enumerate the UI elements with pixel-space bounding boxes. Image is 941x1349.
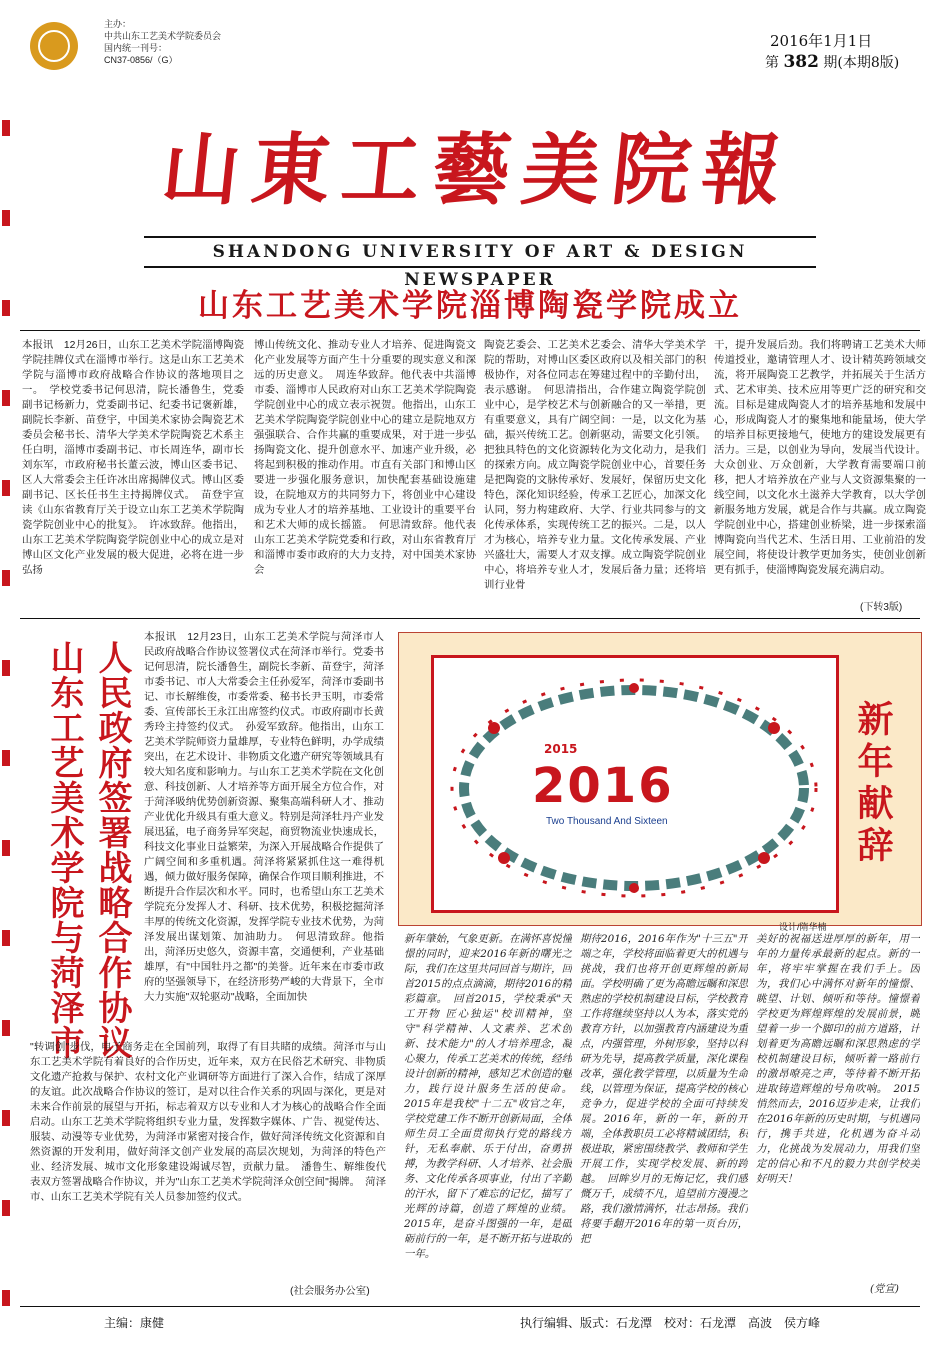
sponsor-line: 主办： [104,19,132,29]
second-byline: (社会服务办公室) [290,1286,370,1297]
continued-note: (下转3版) [860,602,903,613]
new-year-byline: (党宣) [870,1283,899,1295]
headline-rule [20,330,920,331]
lead-column-4: 干，提升发展后劲。我们将聘请工艺美术大师传道授业，邀请管理人才、设计精英跨领域交流，将开展陶瓷工艺教学，并拓展关于生活方式、艺术审美、技术应用等更广泛的研究和交流。目标是建成陶瓷人才的培养基地和发展中心，形成陶瓷人才的聚集地和能量场，使大学的培养目标更接地气，使地方的建设发展更有活力。三是，以创业为导向，发展当代设计。大众创业、万众创新，大学教育需要端口前移，把人才培养放在产业与人文资源集聚的一线空间，以文化水土滋养大学教育，以大学创新服务地方发展，就是合作与共赢。成立陶瓷学院创业中心，搭建创业桥梁，进一步探索淄博陶瓷向当代艺术、生活日用、工业前沿的发展空间，将使设计教学更加务实，使创业创新更有抓手，使淄博陶瓷发展充满启动。 [714,340,926,576]
newspaper-title: 山東工藝美院報 [157,125,798,216]
left-decorative-strip [0,0,14,1349]
year-tag: 2015 [544,742,578,756]
issue-suffix: 期(本期8版) [823,55,900,71]
sponsor-line: CN37-0856/（G） [104,55,178,65]
footer-editor: 主编：康健 [104,1316,165,1330]
second-column-top: 本报讯 12月23日，山东工艺美术学院与菏泽市人民政府战略合作协议签署仪式在菏泽市举行。党委书记何思清，院长潘鲁生，副院长李新、苗登宇，菏泽市委书记、市人大常委会主任孙爱军，菏泽市委副书记、市长解维俊，市委常委、秘书长尹玉明，市委常委、宣传部长王永江出席签约仪式。市政府副市长黄秀玲主持签约仪式。 孙爱军致辞。他指出，山东工艺美术学院师资力量雄厚，专业特色鲜明，办学成绩突出，在艺术设计、非物质文化遗产研究等领域具有较大知名度和影响力。与山东工艺美术学院在文化创意、科技创新、人才培养等方面开展全方位合作，对于菏泽吸纳优势创新资源、聚集高端科研人才、推动产业优化升级具有重大意义。特别是菏泽牡丹产业发展迅猛，电子商务异军突起，商贸物流业快速成长，科技文化事业日益繁荣，为深入开展战略合作提供了广阔空间和多重机遇。菏泽将紧紧抓住这一难得机遇，倾力做好服务保障，确保合作项目顺利推进，不断提升合作层次和水平。同时，也希望山东工艺美术学院充分发挥人才、科研、技术优势，积极挖掘菏泽丰厚的传统文化资源，发挥学院专业技术优势，为菏泽发展出谋划策、加油助力。 何思清致辞。他指出，菏泽历史悠久，资源丰富，交通便利，产业基础雄厚，有"中国牡丹之都"的美誉。近年来在市委市政府的坚强领导下，在经济形势严峻的大背景下，全市大力实施"双轮驱动"战略，全面加快 [144,632,384,1003]
new-year-illustration [431,655,839,932]
sponsor-line: 国内统一刊号： [104,43,168,53]
footer-staff: 执行编辑、版式：石龙潭 校对：石龙潭 高波 侯方峰 [520,1316,821,1330]
new-year-column-2: 期待2016，2016年作为"十三五"开端之年，学校将面临着更大的机遇与挑战，我们也将开创更辉煌的新局面。学校明确了更为高瞻远瞩和深思熟虑的学校机制建设目标，学校教育工作将继续坚持以人为本，落实党的教育方针，以加强教育内涵建设为重点，内强管理，外树形象，坚持以科研为先导，提高教学质量，深化课程改革，强化教学管理，以质量为生命线，以管理为保证，提高学校的核心竞争力，促进学校的全面可持续发展。2016年，新的一年，新的开端，全体教职员工必将精诚团结，积极进取，紧密围绕教学、教师和学生开展工作，实现学校发展、新的跨越。 回眸岁月的无悔记忆，我们感慨万千，成绩不凡，追望前方漫漫之路，我们激情满怀，壮志昂扬。我们将要手翻开2016年的第一页台历，把 [580,933,748,1245]
year-subtitle: Two Thousand And Sixteen [546,816,668,827]
section-rule [20,618,920,619]
english-title: SHANDONG UNIVERSITY OF ART & DESIGN NEWSPAPER [144,236,816,268]
new-year-column-3: 美好的祝福送进厚厚的新年，用一年的力量传承最新的起点。新的一年，将牢牢掌握在我们手上。因为，我们心中满怀对新年的憧憬、眺望、计划、倾听和等待。憧憬着学校更为辉煌辉煌的发展前景，眺望着一步一个脚印的前方道路，计划着更为高瞻远瞩和深思熟虑的学校机制建设目标，倾听着一路前行的激昂嘹亮之声，等待着不断开拓进取铸造辉煌的号角吹响。 2015悄然而去，2016迈步走来，让我们在2016年新的历史时期，与机遇同行，携手共进，化机遇为奋斗动力，化挑战为发展动力，用我们坚定的信心和不凡的毅力共创学校美好明天！ [756,933,920,1185]
new-year-graphic-box [398,632,922,932]
lead-headline: 山东工艺美术学院淄博陶瓷学院成立 [198,288,742,324]
issue-prefix: 第 [765,55,779,71]
lead-column-2: 博山传统文化、推动专业人才培养、促进陶瓷文化产业发展等方面产生十分重要的现实意义和深远的历史意义。 周连华致辞。他代表中共淄博市委、淄博市人民政府对山东工艺美术学院陶瓷学院创业中心的成立表示祝贺。他指出，山东工艺美术学院陶瓷学院创业中心的建立是院地双方强强联合、合作共赢的重要成果，对于进一步弘扬陶瓷文化、提升创意水平、加速产业升级，必将起到积极的推动作用。市直有关部门和博山区要进一步强化服务意识，加快配套基础设施建设，在院地双方的共同努力下，将创业中心建设成为专业人才的培养基地、工业设计的重要平台和艺术大师的成长摇篮。 何思清致辞。他代表山东工艺美术学院党委和行政，对山东省教育厅和淄博市委市政府的大力支持，对中国美术家协会 [254,340,476,576]
university-logo-icon [30,22,78,70]
new-year-column-1: 新年肇始，气象更新。在满怀喜悦憧憬的同时，迎来2016年新的曙光之际，我们在这里共同回首与期许，回首2015的点点滴滴，期待2016的精彩篇章。 回首2015，学校秉承"天工开物 匠心独运"校训精神，坚守"科学精神、人文素养、艺术创新、技术能力"的人才培养理念，凝心聚力，传承工艺美术的传统，经纬设计创新的精神，感知艺术创造的魅力，践行设计服务生活的使命。2015年是我校"十二五"收官之年，学校党建工作不断开创新局面，全体师生员工全面贯彻执行党的路线方针，无私奉献、乐于付出，奋勇拼搏，为教学科研、人才培养、社会服务、文化传承各项事业，付出了辛勤的汗水，留下了难忘的记忆，描写了光辉的诗篇，创造了辉煌的业绩。2015年，是奋斗图强的一年，是砥砺前行的一年，是不断开拓与进取的一年。 [404,933,572,1260]
second-headline-1: 人民政府签署战略合作协议 [92,640,132,1060]
sponsor-info [104,18,221,66]
issue-number-value: 382 [783,52,819,72]
year-label: 2016 [532,758,674,814]
second-headline-2: 山东工艺美术学院与菏泽市 [44,640,84,1060]
second-column-bottom: "转调创"步伐，电子商务走在全国前列，取得了有目共睹的成绩。菏泽市与山东工艺美术学院有着良好的合作历史，近年来，双方在民俗艺术研究、非物质文化遗产抢救与保护、农村文化产业调研等方面进行了深入合作，结成了深厚的友谊。此次战略合作协议的签订，是对以往合作关系的巩固与深化，更是对未来合作前景的展望与开拓，标志着双方以专业和人才为核心的战略合作全面启动。山东工艺美术学院将组织专业力量，发挥数字媒体、广告、视觉传达、服装、动漫等专业优势，为菏泽市紧密对接合作，做好菏泽传统文化资源和自然资源的开发利用，做好菏泽文创产业发展的高层次规划，为菏泽的特色产业、经济发展、城市文化形象建设竭诚尽智，贡献力量。 潘鲁生、解维俊代表双方签署战略合作协议，并为"山东工艺美术学院菏泽众创空间"揭牌。 菏泽市、山东工艺美术学院有关人员参加签约仪式。 [30,1042,386,1203]
new-year-title: 新年献辞 [852,700,894,868]
lead-column-1: 本报讯 12月26日，山东工艺美术学院淄博陶瓷学院挂牌仪式在淄博市举行。这是山东工艺美术学院与淄博市政府战略合作协议的落地项目之一。 学校党委书记何思清，院长潘鲁生，党委副书记杨新力，党委副书记、纪委书记褒新雄，副院长李新、苗登宇，中国美术家协会陶瓷艺术委员会秘书长、清华大学美术学院陶瓷艺术系主任白明，淄博市委副书记、市长周连华，副市长刘东军，市政府秘书长董云波，博山区委书记、区人大常委会主任许冰出席揭牌仪式。博山区委副书记、区长任书生主持揭牌仪式。 苗登宇宣读《山东省教育厅关于设立山东工艺美术学院陶瓷学院创业中心的批复》。 许冰致辞。他指出，山东工艺美术学院陶瓷学院创业中心的成立是对博山区文化产业发展的极大促进，必将在进一步弘扬 [22,340,244,576]
design-credit: 设计/隋华楠 [779,922,827,932]
issue-date: 2016年1月1日 [770,32,873,50]
footer-rule [20,1306,920,1307]
lead-column-3: 陶瓷艺委会、工艺美术艺委会、清华大学美术学院的帮助，对博山区委区政府以及相关部门的积极协作，对各位同志在筹建过程中的辛勤付出，表示感谢。 何思清指出，合作建立陶瓷学院创业中心，是学校艺术与创新融合的又一举措，更有重要意义，具有广阔空间：一是，以文化为基础，振兴传统工艺。创新驱动，需要文化引领。把独具特色的文化资源转化为文化动力，是我们的探索方向。成立陶瓷学院创业中心，首要任务是把陶瓷的文脉传承好、发展好，保留历史文化特色，深化知识经验，传承工艺匠心，加深文化认同，努力构建政府、大学、行业共同参与的文化传承体系，实现传统工艺的振兴。二是，以人才为核心，培养专业力量。文化传承发展、产业兴盛壮大，需要人才双支撑。成立陶瓷学院创业中心，将培养专业人才，发展后备力量；还将培训行业骨 [484,340,706,591]
sponsor-line: 中共山东工艺美术学院委员会 [104,31,222,41]
issue-number [765,52,899,72]
